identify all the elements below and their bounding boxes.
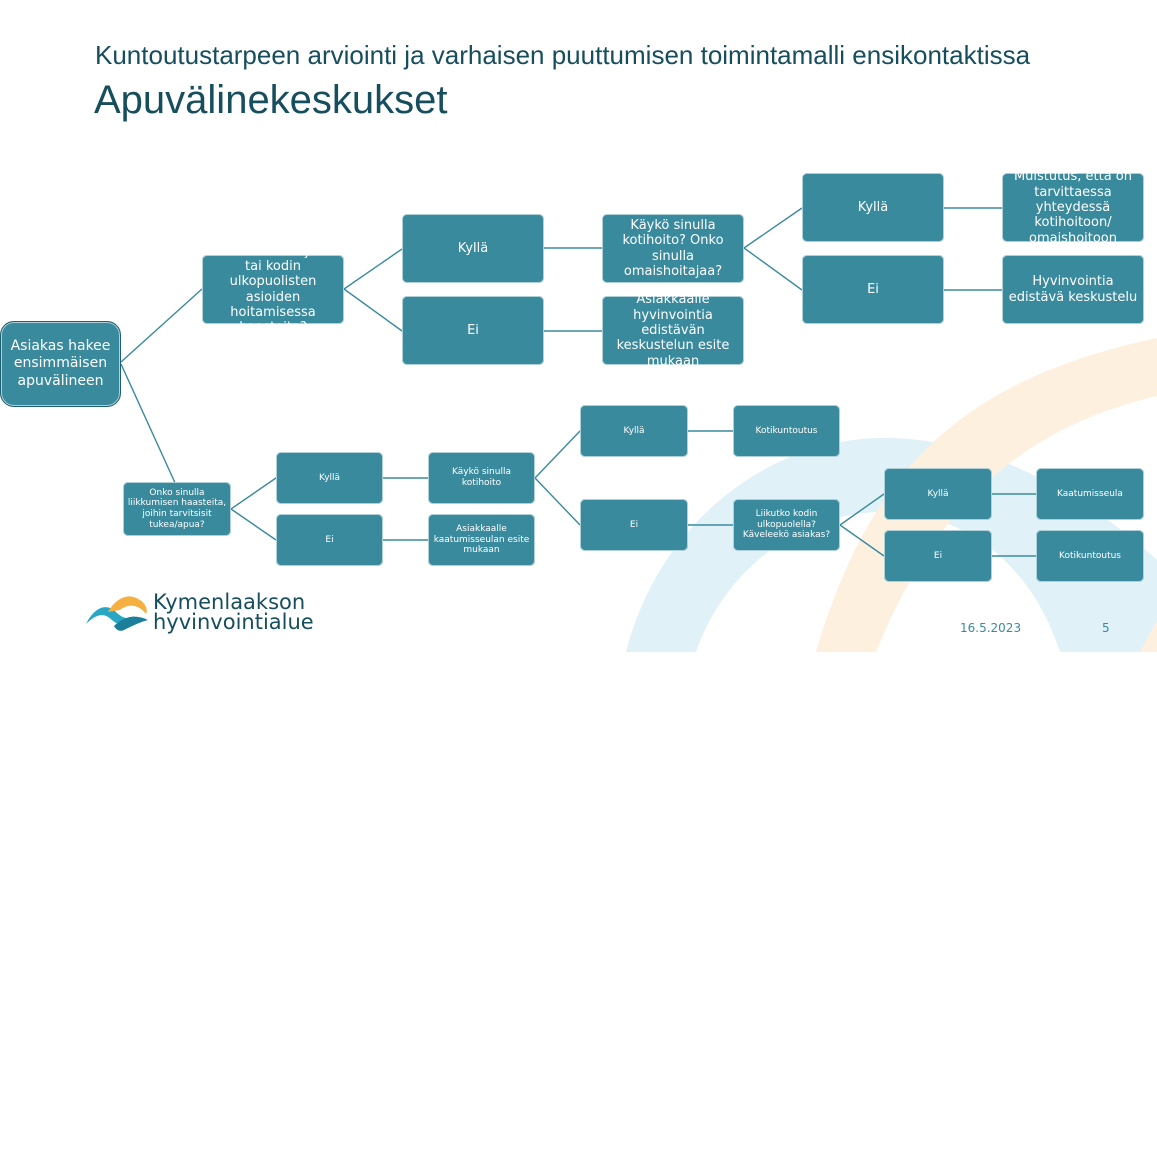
- logo-line-2: hyvinvointialue: [153, 610, 314, 634]
- node-upper-no-result: Asiakkaalle hyvinvointia edistävän keskustelun esite mukaan: [602, 296, 744, 365]
- node-lower-walk-yes-result: Kaatumisseula: [1036, 468, 1144, 520]
- node-lower-no-result: Asiakkaalle kaatumisseulan esite mukaan: [428, 514, 535, 566]
- node-upper-yes: Kyllä: [402, 214, 544, 283]
- node-lower-walk-no: Ei: [884, 530, 992, 582]
- logo-wordmark: [153, 592, 314, 632]
- node-upper-kotihoito-question: Käykö sinulla kotihoito? Onko sinulla omaishoitajaa?: [602, 214, 744, 283]
- logo-icon: [84, 590, 150, 634]
- node-upper-yes-yes: Kyllä: [802, 173, 944, 242]
- node-lower-question: Onko sinulla liikkumisen haasteita, joihin tarvitsisit tukea/apua?: [123, 482, 231, 536]
- node-lower-walk-question: Liikutko kodin ulkopuolella? Käveleekö asiakas?: [733, 499, 840, 551]
- node-lower-walk-yes: Kyllä: [884, 468, 992, 520]
- node-lower-kh-yes: Kyllä: [580, 405, 688, 457]
- node-lower-kh-no: Ei: [580, 499, 688, 551]
- node-upper-yes-no-result: Hyvinvointia edistävä keskustelu: [1002, 255, 1144, 324]
- slide-subtitle: Kuntoutustarpeen arviointi ja varhaisen puuttumisen toimintamalli ensikontaktissa: [95, 40, 1031, 70]
- node-upper-question: Onko sinulla arjessa tai kodin ulkopuolisten asioiden hoitamisessa haasteita?: [202, 255, 344, 324]
- node-root: Asiakas hakee ensimmäisen apuvälineen: [0, 321, 121, 407]
- footer-date: 16.5.2023: [960, 621, 1022, 635]
- node-lower-walk-no-result: Kotikuntoutus: [1036, 530, 1144, 582]
- node-lower-kh-yes-result: Kotikuntoutus: [733, 405, 840, 457]
- node-upper-yes-yes-result: Muistutus, että on tarvittaessa yhteydessä kotihoitoon/ omaishoitoon: [1002, 173, 1144, 242]
- node-upper-yes-no: Ei: [802, 255, 944, 324]
- node-lower-kotihoito-question: Käykö sinulla kotihoito: [428, 452, 535, 504]
- slide-title: Apuvälinekeskukset: [94, 78, 448, 122]
- footer-page-number: 5: [1102, 621, 1110, 635]
- logo-line-1: Kymenlaakson: [153, 590, 306, 614]
- node-upper-no: Ei: [402, 296, 544, 365]
- node-lower-yes: Kyllä: [276, 452, 383, 504]
- node-lower-no: Ei: [276, 514, 383, 566]
